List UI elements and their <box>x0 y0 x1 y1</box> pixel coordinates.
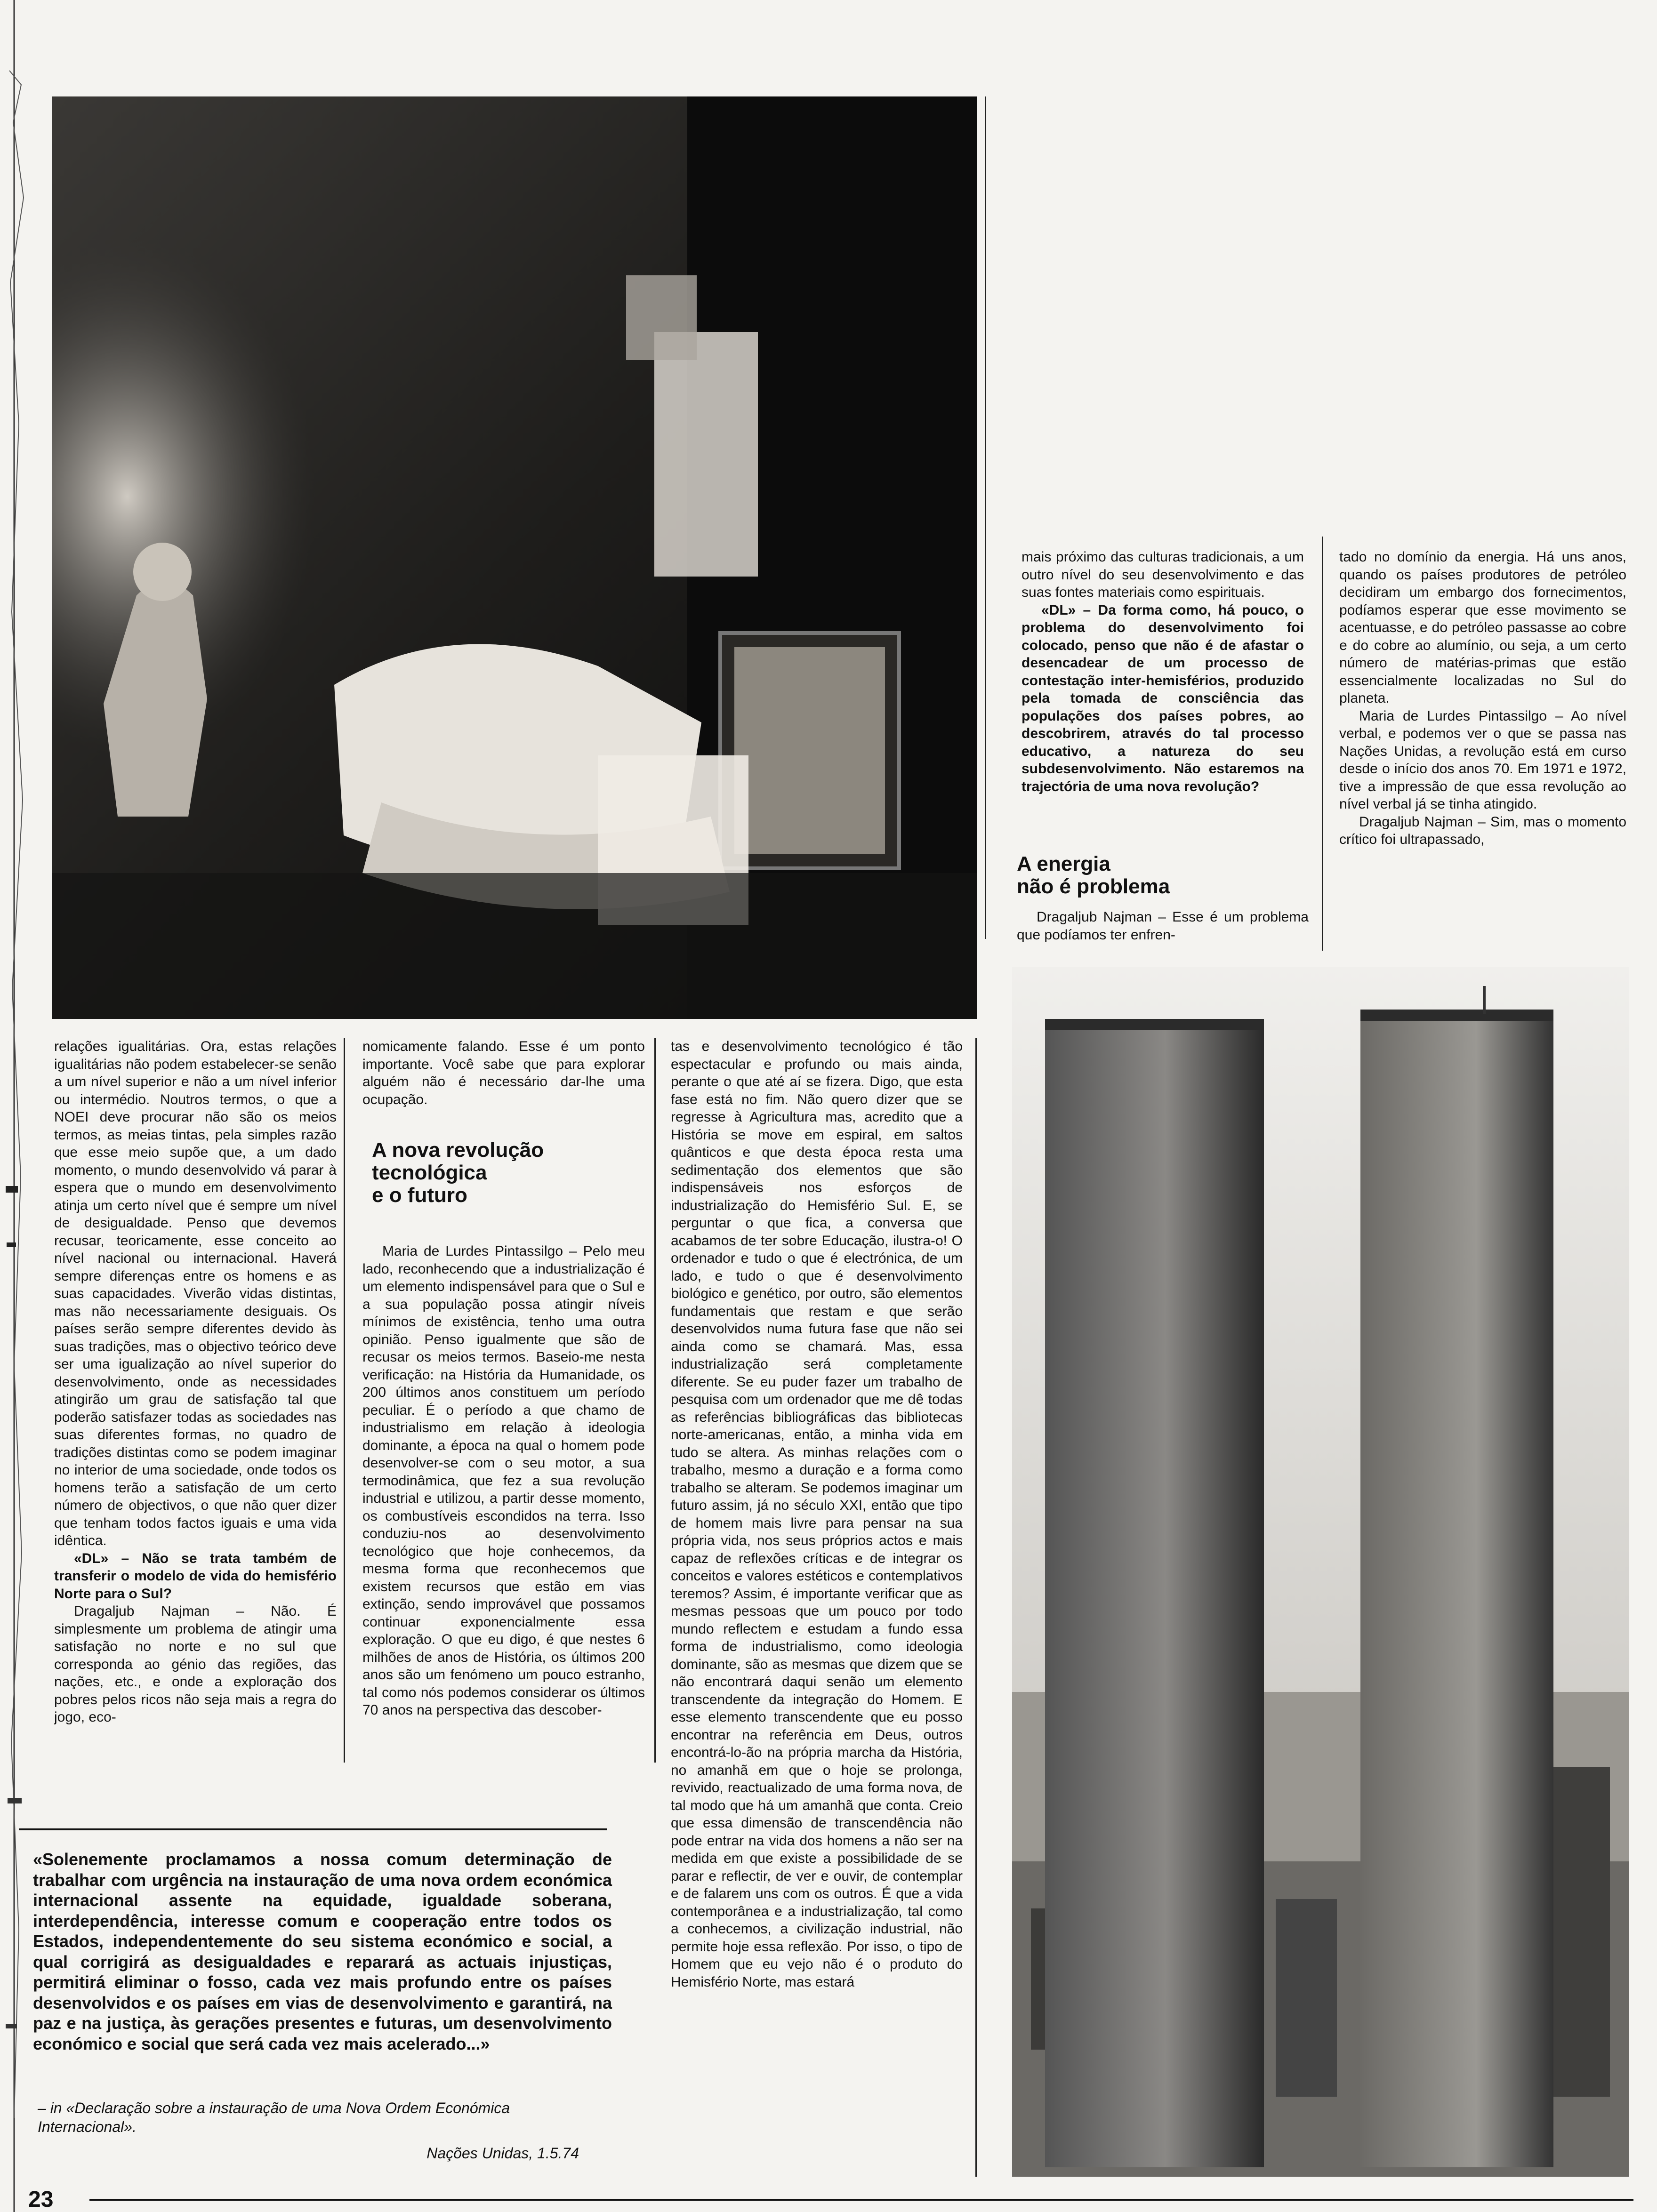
interior-photograph <box>52 96 977 1019</box>
paragraph: Maria de Lurdes Pintassilgo – Pelo meu lado, reconhecendo que a industrialização é um elemento indispensável para que o Sul e a sua população possa atingir níveis mínimos de existência, tenho uma outra opinião. Penso igualmente que são de recusar os meios termos. Baseio-me nesta verificação: na História da Humanidade, os 200 últimos anos constituem um período peculiar. É o período a que chamo de industrialismo em relação à ideologia dominante, a época na qual o homem pode desenvolver-se com o seu motor, a sua termodinâmica, que fez a sua revolução industrial e utilizou, a partir desse momento, os combustíveis escondidos na terra. Isso conduziu-nos ao desenvolvimento tecnológico que hoje conhecemos, da mesma forma que reconhecemos que existem recursos que estão em vias extinção, sendo improvável que possamos continuar exponencialmente essa exploração. O que eu digo, é que nestes 6 milhões de anos de História, os últimos 200 anos são um fenómeno um pouco estranho, tal como nós podemos considerar os últimos 70 anos na perspectiva das descober- <box>362 1243 645 1718</box>
text-column-energy-lead <box>1017 908 1309 946</box>
paragraph: tas e desenvolvimento tecnológico é tão espectacular e profundo ou mais ainda, perante o que até aí se fizera. Digo, que esta fase está no fim. Não quero dizer que se regresse à Agricultura mas, acredito que a História se move em espiral, em saltos quânticos e que desta época resta uma sedimentação dos elementos que são indispensáveis nos esforços de industrialização do Hemisfério Sul. E, se perguntar o que fica, a conversa que acabamos de ter sobre Educação, ilustra-o! O ordenador e tudo o que é electrónica, de um lado, e tudo o que é desenvolvimento biológico e genético, por outro, são elementos fundamentais que restam e que serão desenvolvidos numa futura fase que não sei ainda como se chamará. Mas, essa industrialização será completamente diferente. Se eu puder fazer um trabalho de pesquisa com um ordenador que me dê todas as referências bibliográficas das bibliotecas norte-americanas, então, a minha vida em tudo se altera. As minhas relações com o trabalho, mesmo a duração e a forma como trabalho se alteram. Se podemos imaginar um futuro assim, já no século XXI, então que tipo de homem mais livre para pensar na sua própria vida, nos seus próprios actos e mais capaz de reflexões críticas e de integrar os conceitos e valores estéticos e contemplativos teremos? Assim, é importante verificar que as mesmas pessoas que um pouco por todo mundo reflectem e estudam a fundo essa forma de industrialismo, como ideologia dominante, são as mesmas que dizem que se não encontrará daqui senão um elemento transcendente da integração do Homem. E esse elemento transcendente que eu posso encontrar na referência em Deus, outros encontrá-lo-ão na própria marcha da História, no amanhã em que o hoje se prolonga, revivido, reactualizado de uma forma nova, de tal modo que há um amanhã que conta. Creio que essa dimensão de transcendência não pode entrar na vida dos homens a não ser na medida em que existe a possibilidade de se parar e reflectir, de ver e ouvir, de contemplar e de falarem uns com os outros. É que a vida contemporânea e a industrialização, tal como a conhecemos, a civilização industrial, não permite hoje essa reflexão. Por isso, o tipo de Homem que eu vejo não é o produto do Hemisfério Norte, mas estará <box>671 1039 963 1990</box>
paragraph: Dragaljub Najman – Sim, mas o momento crítico foi ultrapassado, <box>1339 814 1626 847</box>
paragraph: Maria de Lurdes Pintassilgo – Ao nível verbal, e podemos ver o que se passa nas Nações Unidas, a revolução está em curso desde o início dos anos 70. Em 1971 e 1972, tive a impressão de que essa revolução ao nível verbal já se tinha atingido. <box>1339 708 1626 812</box>
column-rule <box>975 1038 977 2177</box>
section-heading-technology: A nova revolução tecnológica e o futuro <box>372 1138 544 1207</box>
column-rule <box>1322 537 1323 951</box>
text-column-2 <box>362 1242 645 1763</box>
column-rule <box>985 96 986 939</box>
paragraph: mais próximo das culturas tradicionais, a um outro nível do seu desenvolvimento e das suas fontes materiais como espirituais. <box>1022 549 1304 600</box>
paragraph: Dragaljub Najman – Esse é um problema que podíamos ter enfren- <box>1017 909 1309 943</box>
text-column-2-top <box>362 1038 645 1113</box>
paragraph: relações igualitárias. Ora, estas relações igualitárias não podem estabelecer-se senão a um nível superior e não a um nível inferior ou intermédio. Noutros termos, o que a NOEI deve procurar não são os meios termos, as meias tintas, pela simples razão que esse meio supõe que, a um dado momento, o mundo desenvolvido vá parar à espera que o mundo em desenvolvimento atinja um certo nível que é sempre um nível de desigualdade. Penso que devemos recusar, teoricamente, esse conceito ao nível nacional ou internacional. Haverá sempre diferenças entre os homens e as suas capacidades. Viverão vidas distintas, mas não necessariamente desiguais. Os países serão sempre diferentes devido às suas tradições, mas o objectivo teórico deve ser uma igualização ao nível superior do desenvolvimento, onde as necessidades atingirão um grau de satisfação tal que poderão satisfazer todas as sociedades nas suas diferentes formas, no quadro de tradições distintas como se podem imaginar no interior de uma sociedade, onde todos os homens terão a satisfação de um certo número de objectivos, o que não quer dizer que tenham todos factos iguais e uma vida idêntica. <box>54 1039 337 1548</box>
paragraph: «DL» – Da forma como, há pouco, o problema do desenvolvimento foi colocado, penso que não é de afastar o desencadear de um processo de contestação inter-hemisférios, produzido pela tomada de consciência das populações dos países pobres, ao descobrirem, através do tal processo educativo, a natureza do seu subdesenvolvimento. Não estaremos na trajectória de uma nova revolução? <box>1022 602 1304 794</box>
column-rule <box>344 1038 345 1763</box>
paragraph: nomicamente falando. Esse é um ponto importante. Você sabe que para explorar alguém não é necessário dar-lhe uma ocupação. <box>362 1039 645 1107</box>
paragraph: tado no domínio da energia. Há uns anos, quando os países produtores de petróleo decidiram um embargo dos fornecimentos, podíamos esperar que esse movimento se acentuasse, e do petróleo passasse ao cobre e do cobre ao alumínio, ou seja, a um certo número de matérias-primas que estão essencialmente localizadas no Sul do planeta. <box>1339 549 1626 706</box>
page-number: 23 <box>28 2187 54 2212</box>
twin-towers-photograph <box>1012 967 1629 2177</box>
footer-rule <box>89 2199 1633 2201</box>
text-column-top-left <box>1022 548 1304 859</box>
quote-text: «Solenemente proclamamos a nossa comum determinação de trabalhar com urgência na instauração de uma nova ordem económica internacional assente na equidade, igualdade soberana, interdependência, interesse comum e cooperação entre todos os Estados, independentemente do seu sistema económico e social, a qual corrigirá as desigualdades e reparará as actuais injustiças, permitirá eliminar o fosso, cada vez mais profundo entre os países desenvolvidos e os países em vias de desenvolvimento e garantirá, na paz e na justiça, às gerações presentes e futuras, um desenvolvimento económico e social que será cada vez mais acelerado...» <box>33 1850 612 2053</box>
column-rule <box>654 1038 656 1763</box>
paragraph: «DL» – Não se trata também de transferir o modelo de vida do hemisfério Norte para o Sul? <box>54 1550 337 1602</box>
text-column-top-right <box>1339 548 1626 946</box>
quote-source: – in «Declaração sobre a instauração de uma Nova Ordem Económica Internacional». <box>38 2100 510 2135</box>
text-column-3 <box>671 1038 963 2179</box>
text-column-1 <box>54 1038 337 1758</box>
section-heading-energy: A energia não é problema <box>1017 852 1170 898</box>
quote-date: Nações Unidas, 1.5.74 <box>426 2145 579 2162</box>
quote-box <box>19 1828 612 2169</box>
paragraph: Dragaljub Najman – Não. É simplesmente um problema de atingir uma satisfação no norte e no sul que corresponda ao génio das regiões, das nações, etc., e onde a exploração dos pobres pelos ricos não seja mais a regra do jogo, eco- <box>54 1603 337 1725</box>
